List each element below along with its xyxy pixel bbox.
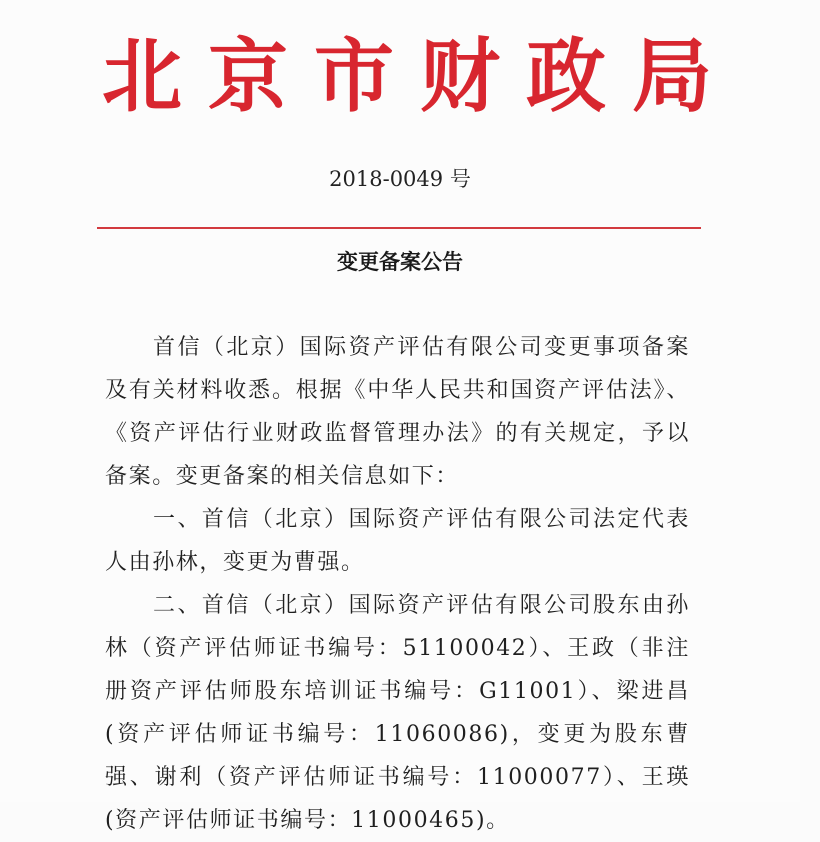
notice-title: 变更备案公告 — [337, 250, 463, 274]
body-paragraph: 一、首信（北京）国际资产评估有限公司法定代表人由孙林，变更为曹强。 — [105, 507, 690, 575]
organization-header: 北京市财政局 — [102, 30, 738, 123]
body-paragraph: 二、首信（北京）国际资产评估有限公司股东由孙林（资产评估师证书编号：51100042）、王政（非注册资产评估师股东培训证书编号：G11001）、梁进昌(资产评估师证书编号：11060086)，变更为股东曹强、谢利（资产评估师证书编号：11000077）、王瑛(资产评估师证书编号：11000465)。 — [105, 593, 690, 833]
document-number: 2018-0049 号 — [329, 167, 471, 191]
red-divider-line — [97, 227, 701, 229]
body-paragraph: 首信（北京）国际资产评估有限公司变更事项备案及有关材料收悉。根据《中华人民共和国资产评估法》、《资产评估行业财政监督管理办法》的有关规定，予以备案。变更备案的相关信息如下： — [105, 335, 690, 489]
notice-body — [105, 326, 690, 842]
